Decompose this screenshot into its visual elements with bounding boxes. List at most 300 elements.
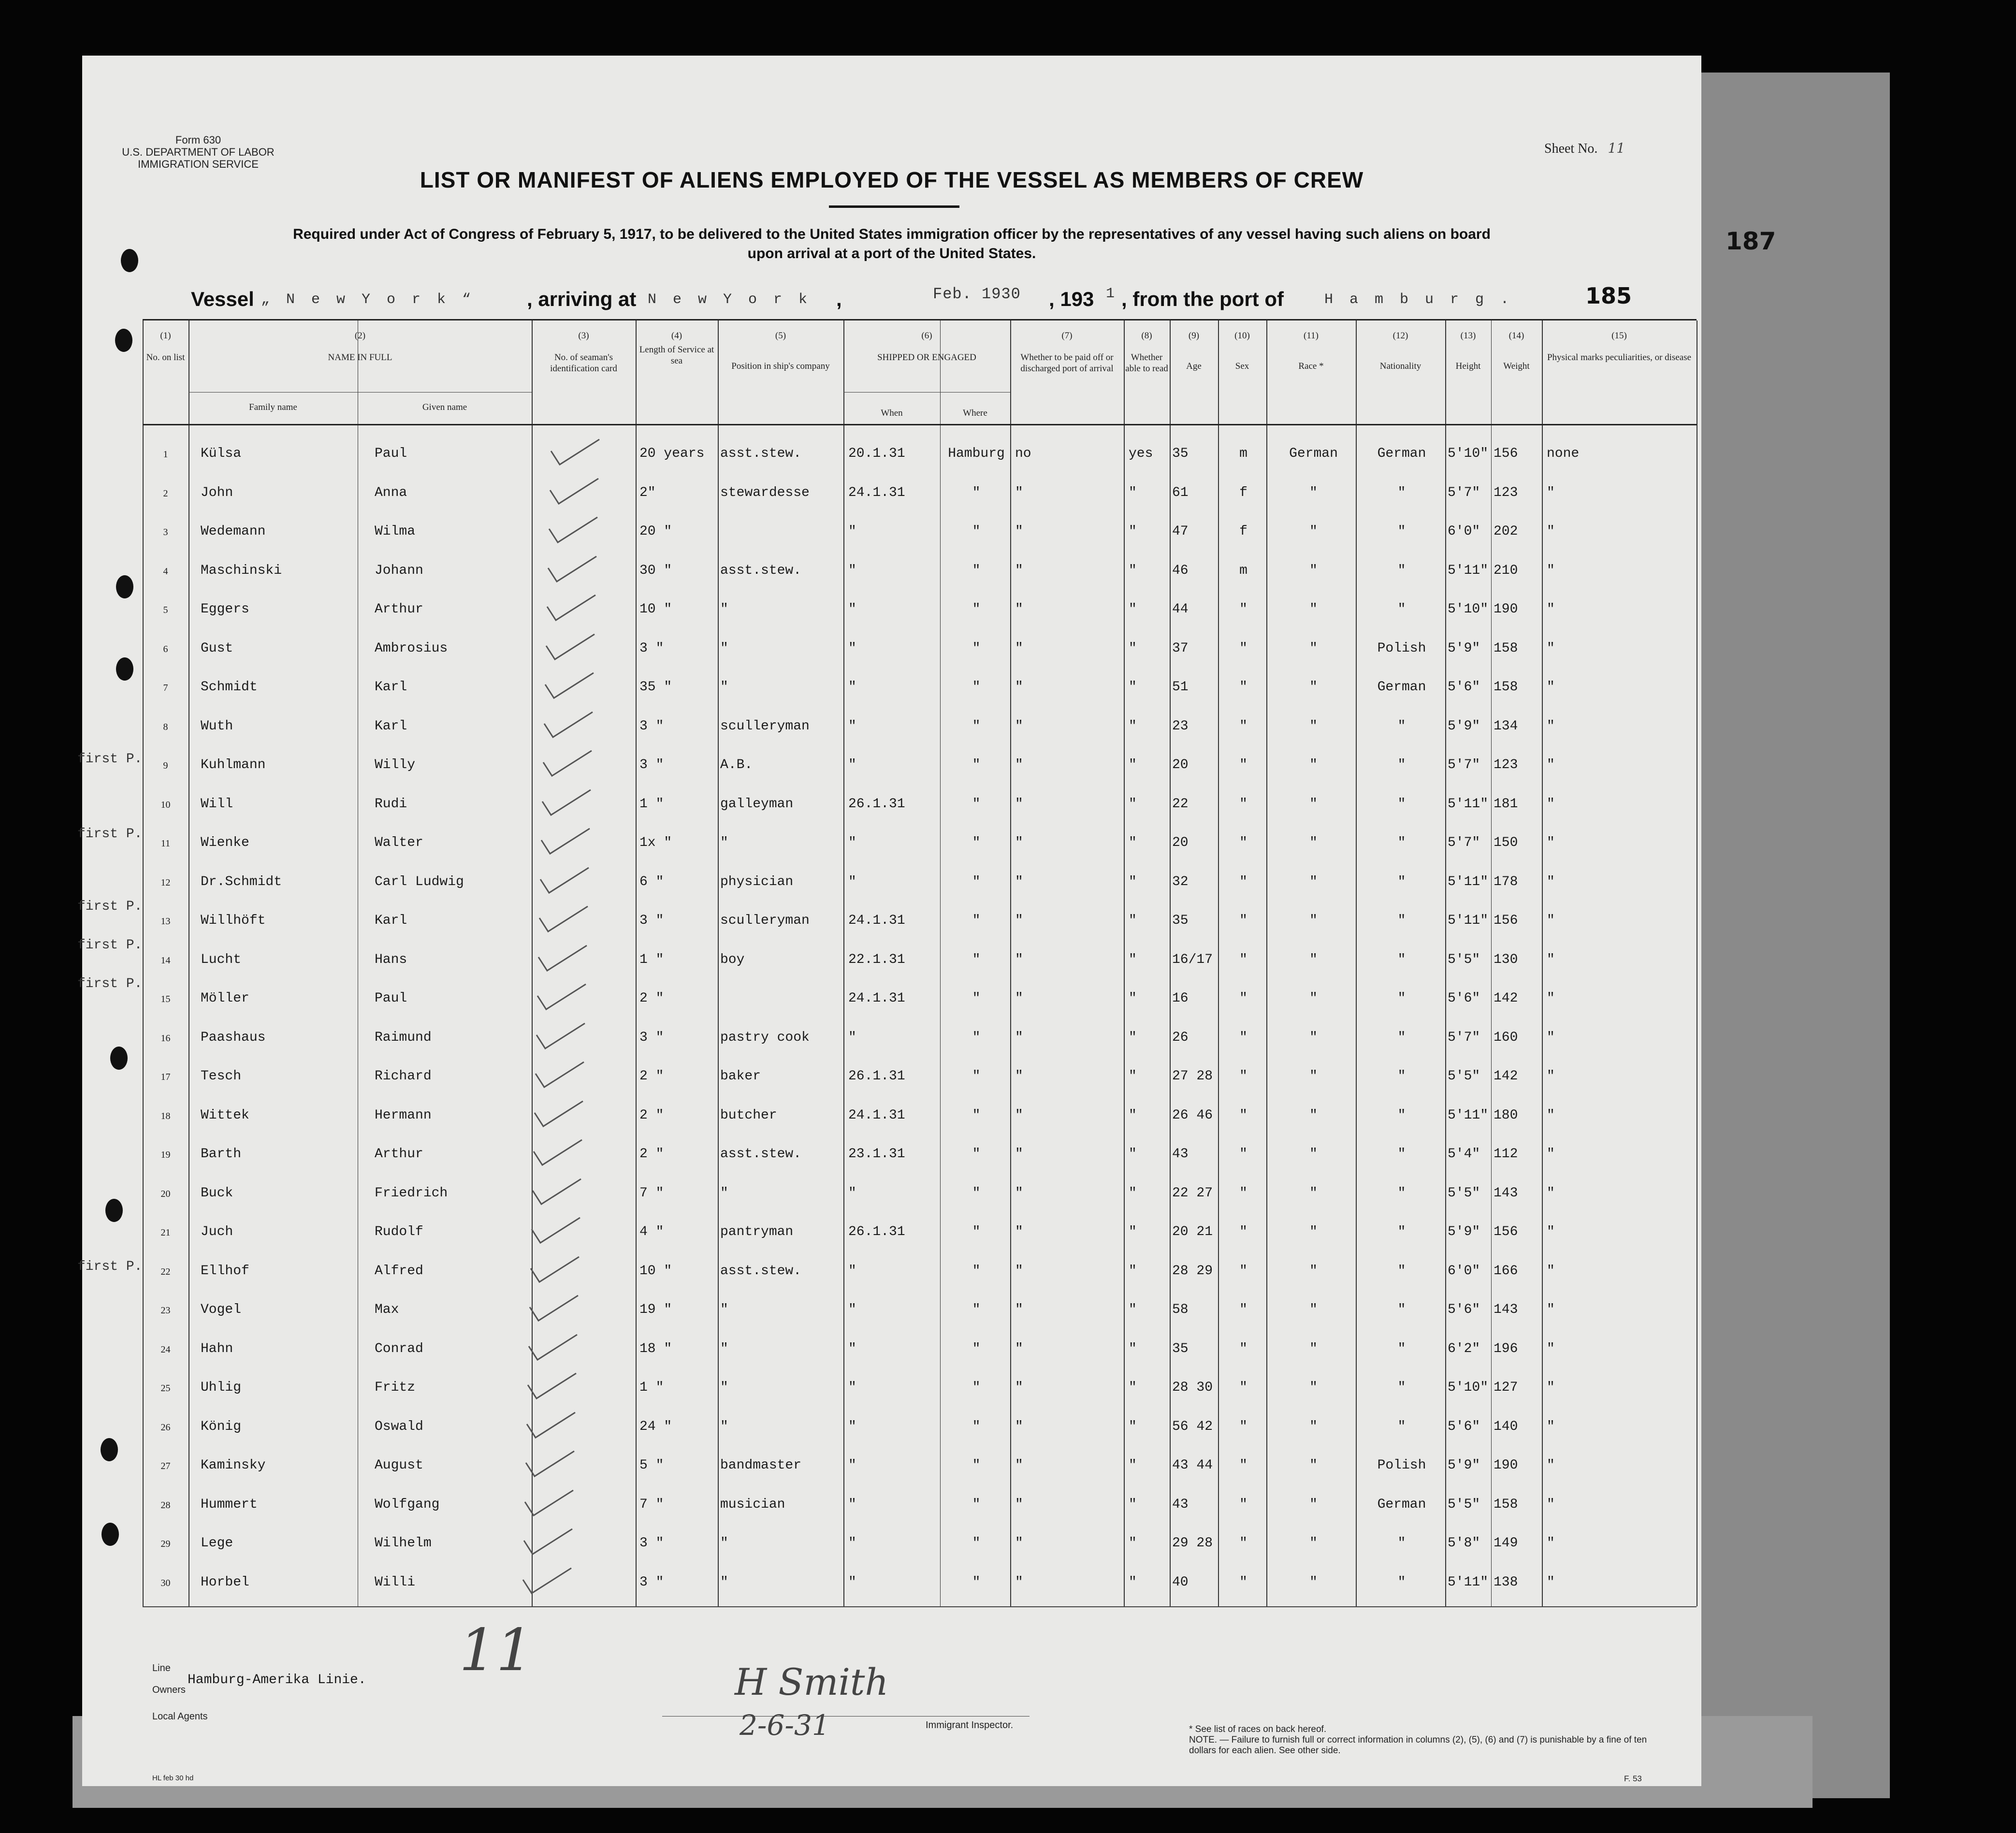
subtitle-line-1: Required under Act of Congress of February 5, 1917, to be delivered to the United States immigration officer by the representatives of any vessel having such aliens on board — [293, 226, 1491, 242]
cell-position: A.B. — [720, 757, 753, 772]
cell-marks: " — [1547, 640, 1555, 656]
cell-nationality: " — [1397, 1341, 1406, 1356]
cell-given: Paul — [375, 446, 407, 461]
cell-paid: " — [1015, 718, 1023, 734]
cell-age: 61 — [1172, 485, 1189, 500]
cell-when: " — [848, 1574, 856, 1590]
cell-nationality: Polish — [1377, 640, 1426, 656]
cell-no: 24 — [160, 1344, 171, 1355]
checkmark-icon — [542, 592, 615, 629]
cell-read: " — [1129, 1224, 1137, 1239]
form-header — [111, 134, 285, 170]
table-row — [143, 631, 1697, 668]
cell-position: asst.stew. — [720, 1147, 802, 1162]
cell-no: 13 — [160, 916, 171, 927]
cell-where: " — [972, 1224, 981, 1239]
cell-age: 47 — [1172, 524, 1189, 539]
cell-service: 1 " — [639, 952, 664, 967]
cell-given: Wilhelm — [375, 1536, 432, 1551]
cell-read: " — [1129, 640, 1137, 656]
back-page-stamp: 187 — [1726, 227, 1776, 255]
cell-given: Conrad — [375, 1341, 423, 1356]
cell-when: 24.1.31 — [848, 991, 905, 1006]
cell-height: 5'5" — [1448, 952, 1480, 967]
cell-when: 24.1.31 — [848, 485, 905, 500]
local-agents-label: Local Agents — [152, 1711, 208, 1722]
header-col-6: (6) SHIPPED OR ENGAGED — [877, 331, 976, 363]
cell-marks: " — [1547, 1224, 1555, 1239]
cell-height: 5'5" — [1448, 1497, 1480, 1512]
cell-height: 5'10" — [1448, 446, 1489, 461]
cell-sex: " — [1239, 1069, 1247, 1084]
subtitle-line-2: upon arrival at a port of the United States. — [747, 246, 1036, 262]
cell-sex: " — [1239, 1497, 1247, 1512]
cell-position: " — [720, 1380, 728, 1395]
cell-where: " — [972, 835, 981, 850]
cell-position: galleyman — [720, 796, 794, 812]
cell-height: 5'7" — [1448, 485, 1480, 500]
year-label: , 193 — [1049, 288, 1094, 310]
checkmark-icon — [528, 1176, 600, 1213]
cell-height: 5'7" — [1448, 757, 1480, 772]
cell-height: 5'11" — [1448, 1574, 1489, 1590]
cell-position: " — [720, 640, 728, 656]
cell-weight: 142 — [1494, 1069, 1518, 1084]
cell-height: 5'10" — [1448, 1380, 1489, 1395]
cell-paid: " — [1015, 1302, 1023, 1317]
cell-paid: " — [1015, 1147, 1023, 1162]
cell-read: " — [1129, 1263, 1137, 1279]
cell-weight: 202 — [1494, 524, 1518, 539]
cell-given: Ambrosius — [375, 640, 448, 656]
cell-sex: " — [1239, 1341, 1247, 1356]
cell-no: 23 — [160, 1305, 171, 1316]
cell-no: 14 — [160, 955, 171, 966]
cell-nationality: " — [1397, 1380, 1406, 1395]
cell-when: 20.1.31 — [848, 446, 905, 461]
cell-read: " — [1129, 1302, 1137, 1317]
cell-family: John — [201, 485, 233, 500]
cell-when: " — [848, 1263, 856, 1279]
cell-where: " — [972, 1497, 981, 1512]
cell-family: Lege — [201, 1536, 233, 1551]
cell-paid: " — [1015, 1458, 1023, 1473]
cell-when: 26.1.31 — [848, 1069, 905, 1084]
cell-given: Carl Ludwig — [375, 874, 464, 889]
checkmark-icon — [527, 1215, 599, 1251]
signature-line — [662, 1716, 1030, 1717]
cell-where: " — [972, 874, 981, 889]
cell-service: 2 " — [639, 1107, 664, 1123]
cell-position: asst.stew. — [720, 446, 802, 461]
cell-when: 22.1.31 — [848, 952, 905, 967]
cell-no: 29 — [160, 1539, 171, 1549]
cell-when: " — [848, 835, 856, 850]
header-col-11: (11) Race * — [1298, 331, 1324, 371]
cell-where: " — [972, 796, 981, 812]
cell-marks: " — [1547, 835, 1555, 850]
checkmark-icon — [526, 1254, 598, 1291]
cell-family: König — [201, 1419, 242, 1434]
cell-nationality: " — [1397, 1147, 1406, 1162]
cell-weight: 123 — [1494, 757, 1518, 772]
cell-marks: " — [1547, 1536, 1555, 1551]
checkmark-icon — [533, 981, 605, 1018]
cell-where: " — [972, 1458, 981, 1473]
cell-height: 5'4" — [1448, 1147, 1480, 1162]
cell-sex: " — [1239, 1030, 1247, 1045]
cell-given: Max — [375, 1302, 399, 1317]
cell-nationality: " — [1397, 835, 1406, 850]
cell-given: Willy — [375, 757, 416, 772]
cell-age: 20 — [1172, 835, 1189, 850]
cell-when: " — [848, 1497, 856, 1512]
cell-marks: " — [1547, 1419, 1555, 1434]
cell-race: " — [1309, 1497, 1318, 1512]
cell-marks: " — [1547, 1458, 1555, 1473]
cell-age: 29 28 — [1172, 1536, 1213, 1551]
cell-when: 23.1.31 — [848, 1147, 905, 1162]
cell-marks: " — [1547, 913, 1555, 928]
cell-height: 5'9" — [1448, 1458, 1480, 1473]
cell-sex: " — [1239, 1263, 1247, 1279]
cell-weight: 149 — [1494, 1536, 1518, 1551]
cell-paid: " — [1015, 913, 1023, 928]
cell-weight: 180 — [1494, 1107, 1518, 1123]
header-col-12: (12) Nationality — [1379, 331, 1421, 371]
cell-height: 6'0" — [1448, 524, 1480, 539]
punch-hole — [115, 329, 132, 352]
cell-given: Arthur — [375, 1147, 423, 1162]
cell-sex: f — [1239, 524, 1247, 539]
cell-given: Wolfgang — [375, 1497, 440, 1512]
cell-position: " — [720, 602, 728, 617]
cell-paid: " — [1015, 1497, 1023, 1512]
checkmark-icon — [530, 1098, 602, 1135]
cell-marks: " — [1547, 796, 1555, 812]
cell-where: " — [972, 952, 981, 967]
cell-when: " — [848, 1030, 856, 1045]
cell-no: 8 — [163, 721, 168, 732]
cell-weight: 112 — [1494, 1147, 1518, 1162]
cell-where: " — [972, 1574, 981, 1590]
table-row — [143, 553, 1697, 590]
checkmark-icon — [539, 709, 612, 746]
cell-age: 35 — [1172, 913, 1189, 928]
table-row — [143, 1020, 1697, 1057]
cell-marks: " — [1547, 1574, 1555, 1590]
cell-age: 40 — [1172, 1574, 1189, 1590]
cell-no: 12 — [160, 877, 171, 888]
cell-service: 24 " — [639, 1419, 672, 1434]
cell-race: " — [1309, 563, 1318, 578]
cell-age: 22 27 — [1172, 1185, 1213, 1201]
cell-nationality: " — [1397, 991, 1406, 1006]
cell-family: Ellhof — [201, 1263, 249, 1279]
cell-read: " — [1129, 952, 1137, 967]
cell-weight: 150 — [1494, 835, 1518, 850]
cell-when: " — [848, 874, 856, 889]
cell-nationality: German — [1377, 1497, 1426, 1512]
cell-weight: 130 — [1494, 952, 1518, 967]
cell-race: " — [1309, 485, 1318, 500]
table-row — [143, 1176, 1697, 1213]
cell-service: 2 " — [639, 1069, 664, 1084]
cell-when: " — [848, 1458, 856, 1473]
cell-age: 22 — [1172, 796, 1189, 812]
cell-marks: " — [1547, 1497, 1555, 1512]
cell-nationality: " — [1397, 1185, 1406, 1201]
cell-marks: " — [1547, 1185, 1555, 1201]
cell-service: 30 " — [639, 563, 672, 578]
cell-where: " — [972, 640, 981, 656]
cell-race: " — [1309, 1030, 1318, 1045]
table-row — [143, 1098, 1697, 1135]
cell-age: 46 — [1172, 563, 1189, 578]
cell-read: " — [1129, 1536, 1137, 1551]
cell-position: bandmaster — [720, 1458, 802, 1473]
cell-race: " — [1309, 835, 1318, 850]
cell-age: 20 — [1172, 757, 1189, 772]
cell-when: " — [848, 524, 856, 539]
table-row — [143, 1254, 1697, 1291]
checkmark-icon — [536, 865, 608, 902]
cell-no: 4 — [163, 566, 168, 577]
cell-no: 11 — [160, 838, 171, 849]
cell-read: " — [1129, 1069, 1137, 1084]
cell-service: 19 " — [639, 1302, 672, 1317]
cell-age: 51 — [1172, 680, 1189, 695]
cell-family: Maschinski — [201, 563, 282, 578]
table-row — [143, 1332, 1697, 1368]
cell-when: " — [848, 1380, 856, 1395]
header-col-5: (5) Position in ship's company — [731, 331, 830, 371]
cell-service: 7 " — [639, 1497, 664, 1512]
cell-marks: " — [1547, 1107, 1555, 1123]
cell-paid: " — [1015, 1536, 1023, 1551]
cell-where: " — [972, 757, 981, 772]
cell-where: " — [972, 1185, 981, 1201]
cell-given: Raimund — [375, 1030, 432, 1045]
cell-sex: " — [1239, 1536, 1247, 1551]
shipped-subheader-rule — [843, 392, 1010, 393]
cell-service: 1 " — [639, 1380, 664, 1395]
cell-sex: " — [1239, 796, 1247, 812]
cell-position: baker — [720, 1069, 761, 1084]
header-col-15: (15) Physical marks peculiarities, or disease — [1547, 331, 1692, 363]
cell-marks: " — [1547, 485, 1555, 500]
checkmark-icon — [545, 476, 618, 512]
checkmark-icon — [531, 1059, 603, 1096]
cell-race: " — [1309, 524, 1318, 539]
cell-age: 35 — [1172, 446, 1189, 461]
cell-service: 5 " — [639, 1458, 664, 1473]
header-col-13: (13) Height — [1455, 331, 1481, 371]
cell-given: Karl — [375, 718, 407, 734]
cell-race: " — [1309, 602, 1318, 617]
cell-family: Willhöft — [201, 913, 266, 928]
cell-height: 5'6" — [1448, 680, 1480, 695]
cell-weight: 127 — [1494, 1380, 1518, 1395]
port-label: , from the port of — [1121, 288, 1284, 310]
cell-nationality: " — [1397, 485, 1406, 500]
cell-read: " — [1129, 1341, 1137, 1356]
signature-date: 2-6-31 — [740, 1709, 830, 1742]
cell-where: " — [972, 1107, 981, 1123]
header-col-2: (2) NAME IN FULL — [328, 331, 392, 363]
cell-position: asst.stew. — [720, 563, 802, 578]
cell-weight: 181 — [1494, 796, 1518, 812]
cell-read: " — [1129, 1497, 1137, 1512]
cell-where: " — [972, 680, 981, 695]
cell-nationality: " — [1397, 874, 1406, 889]
table-row — [143, 1059, 1697, 1096]
cell-race: " — [1309, 718, 1318, 734]
cell-service: 1x " — [639, 835, 672, 850]
cell-race: " — [1309, 1536, 1318, 1551]
cell-marks: " — [1547, 602, 1555, 617]
cell-when: " — [848, 718, 856, 734]
cell-position: " — [720, 1536, 728, 1551]
cell-no: 17 — [160, 1072, 171, 1082]
cell-service: 1 " — [639, 796, 664, 812]
cell-where: Hamburg — [948, 446, 1005, 461]
cell-race: " — [1309, 874, 1318, 889]
table-row — [143, 1526, 1697, 1563]
cell-sex: " — [1239, 913, 1247, 928]
cell-weight: 210 — [1494, 563, 1518, 578]
cell-when: " — [848, 757, 856, 772]
header-col-10: (10) Sex — [1234, 331, 1250, 371]
cell-height: 5'9" — [1448, 640, 1480, 656]
cell-read: " — [1129, 796, 1137, 812]
margin-note: first P. — [77, 1259, 143, 1274]
cell-marks: " — [1547, 991, 1555, 1006]
cell-family: Lucht — [201, 952, 242, 967]
cell-sex: " — [1239, 602, 1247, 617]
cell-read: " — [1129, 1419, 1137, 1434]
checkmark-icon — [532, 1020, 604, 1057]
cell-race: " — [1309, 991, 1318, 1006]
form-number: Form 630 — [175, 134, 221, 146]
cell-age: 58 — [1172, 1302, 1189, 1317]
cell-marks: " — [1547, 1341, 1555, 1356]
cell-marks: " — [1547, 1302, 1555, 1317]
cell-weight: 134 — [1494, 718, 1518, 734]
cell-age: 28 30 — [1172, 1380, 1213, 1395]
cell-position: butcher — [720, 1107, 777, 1123]
header-col-14: (14) Weight — [1503, 331, 1530, 371]
cell-weight: 143 — [1494, 1185, 1518, 1201]
cell-when: " — [848, 602, 856, 617]
cell-race: " — [1309, 1224, 1318, 1239]
cell-given: Hans — [375, 952, 407, 967]
cell-given: Walter — [375, 835, 423, 850]
cell-when: 26.1.31 — [848, 1224, 905, 1239]
owners-label: Owners — [152, 1685, 186, 1695]
cell-no: 15 — [160, 994, 171, 1004]
header-family-name: Family name — [249, 402, 297, 412]
cell-given: Johann — [375, 563, 423, 578]
table-row — [143, 903, 1697, 940]
table-row — [143, 981, 1697, 1018]
cell-read: " — [1129, 1458, 1137, 1473]
cell-paid: " — [1015, 796, 1023, 812]
table-row — [143, 748, 1697, 785]
cell-paid: " — [1015, 1107, 1023, 1123]
cell-paid: " — [1015, 680, 1023, 695]
cell-sex: " — [1239, 1574, 1247, 1590]
cell-family: Uhlig — [201, 1380, 242, 1395]
cell-where: " — [972, 1069, 981, 1084]
cell-paid: " — [1015, 757, 1023, 772]
cell-nationality: " — [1397, 718, 1406, 734]
cell-where: " — [972, 718, 981, 734]
cell-height: 5'11" — [1448, 1107, 1489, 1123]
cell-family: Vogel — [201, 1302, 242, 1317]
cell-paid: " — [1015, 991, 1023, 1006]
cell-family: Hummert — [201, 1497, 258, 1512]
cell-given: Wilma — [375, 524, 416, 539]
cell-position: pantryman — [720, 1224, 794, 1239]
cell-nationality: " — [1397, 913, 1406, 928]
cell-weight: 140 — [1494, 1419, 1518, 1434]
inspector-label: Immigrant Inspector. — [926, 1720, 1014, 1731]
checkmark-icon — [520, 1487, 593, 1524]
cell-no: 28 — [160, 1499, 171, 1511]
cell-sex: " — [1239, 680, 1247, 695]
table-row — [143, 514, 1697, 551]
cell-given: Friedrich — [375, 1185, 448, 1201]
cell-service: 3 " — [639, 757, 664, 772]
cell-weight: 196 — [1494, 1341, 1518, 1356]
cell-height: 5'5" — [1448, 1185, 1480, 1201]
cell-read: " — [1129, 1380, 1137, 1395]
cell-sex: " — [1239, 1224, 1247, 1239]
cell-when: " — [848, 1185, 856, 1201]
cell-position: " — [720, 1341, 728, 1356]
cell-weight: 123 — [1494, 485, 1518, 500]
cell-sex: " — [1239, 640, 1247, 656]
cell-paid: " — [1015, 1341, 1023, 1356]
cell-marks: " — [1547, 874, 1555, 889]
cell-height: 5'11" — [1448, 874, 1489, 889]
cell-family: Dr.Schmidt — [201, 874, 282, 889]
cell-race: " — [1309, 1147, 1318, 1162]
cell-read: " — [1129, 1147, 1137, 1162]
cell-position: stewardesse — [720, 485, 810, 500]
cell-given: Rudolf — [375, 1224, 423, 1239]
punch-hole — [102, 1523, 119, 1546]
cell-family: Horbel — [201, 1574, 249, 1590]
cell-age: 27 28 — [1172, 1069, 1213, 1084]
cell-given: Karl — [375, 913, 407, 928]
cell-age: 28 29 — [1172, 1263, 1213, 1279]
cell-no: 21 — [160, 1227, 171, 1238]
line-label: Line — [152, 1663, 171, 1673]
cell-when: 26.1.31 — [848, 796, 905, 812]
cell-sex: " — [1239, 952, 1247, 967]
cell-given: Hermann — [375, 1107, 432, 1123]
department-name: U.S. DEPARTMENT OF LABOR — [122, 146, 275, 158]
crew-table — [143, 319, 1697, 1607]
name-subheader-rule — [189, 392, 532, 393]
owners-value: Hamburg-Amerika Linie. — [188, 1673, 366, 1688]
cell-service: 10 " — [639, 602, 672, 617]
cell-family: Juch — [201, 1224, 233, 1239]
checkmark-icon — [540, 670, 613, 707]
cell-age: 23 — [1172, 718, 1189, 734]
